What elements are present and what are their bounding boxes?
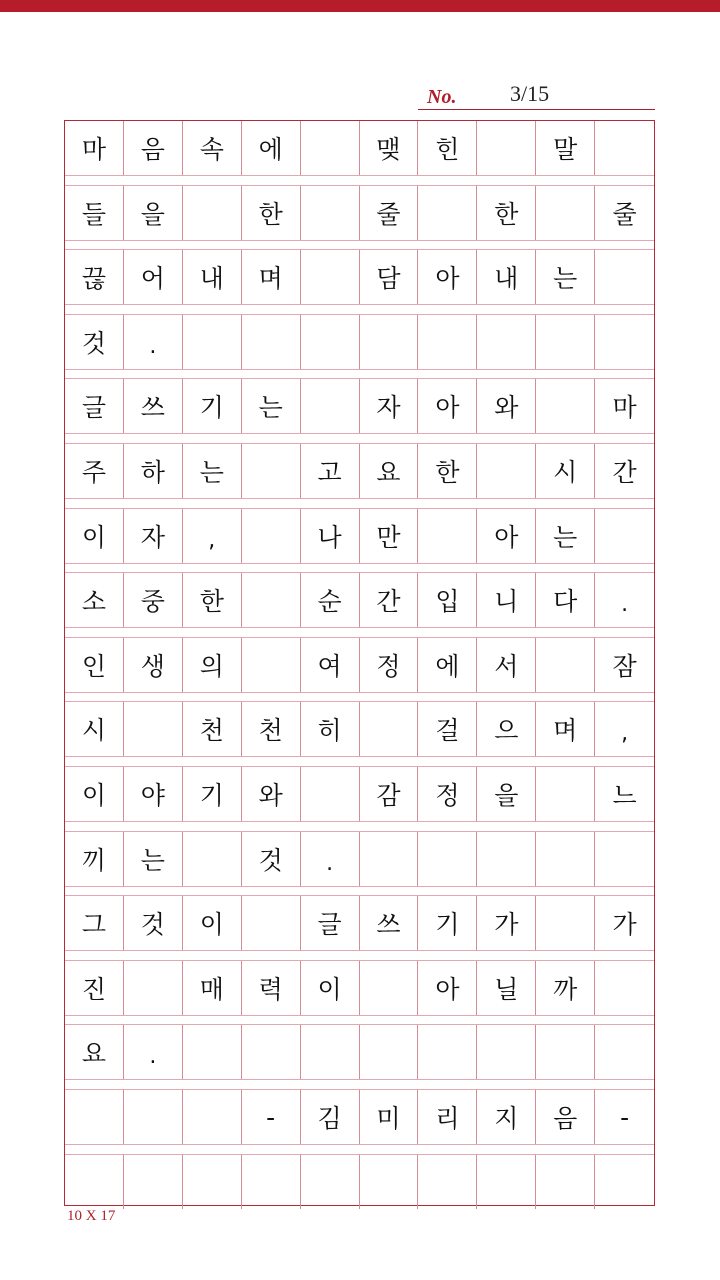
- grid-cell[interactable]: [536, 186, 595, 240]
- grid-cell[interactable]: 주: [65, 444, 124, 498]
- row-gap-strip: [65, 1144, 654, 1155]
- top-accent-bar: [0, 0, 720, 12]
- grid-cell[interactable]: 마: [65, 121, 124, 175]
- grid-cell[interactable]: 가: [612, 910, 637, 940]
- grid-cell[interactable]: 서: [477, 638, 536, 692]
- grid-cell[interactable]: 천: [183, 702, 242, 756]
- grid-cell[interactable]: 것: [242, 832, 301, 886]
- row-gap-strip: [65, 692, 654, 703]
- grid-cell[interactable]: 아: [418, 961, 477, 1015]
- grid-cell[interactable]: 아: [477, 509, 536, 563]
- grid-cell[interactable]: 닐: [477, 961, 536, 1015]
- grid-cell[interactable]: 정: [418, 767, 477, 821]
- grid-cell[interactable]: [183, 186, 242, 240]
- grid-cell[interactable]: 는: [124, 832, 183, 886]
- row-gap-strip: [65, 627, 654, 638]
- grid-cell[interactable]: 을: [477, 767, 536, 821]
- grid-cell[interactable]: 기: [418, 896, 477, 950]
- grid-cell[interactable]: [360, 1025, 419, 1079]
- grid-cell[interactable]: 김: [301, 1090, 360, 1144]
- grid-cell[interactable]: [183, 832, 242, 886]
- grid-cell[interactable]: [418, 315, 477, 369]
- row-gap-strip: [65, 240, 654, 251]
- grid-cell[interactable]: 와: [477, 379, 536, 433]
- grid-cell[interactable]: [477, 1025, 536, 1079]
- grid-cell[interactable]: [536, 315, 595, 369]
- grid-cell[interactable]: 담: [360, 250, 419, 304]
- grid-cell[interactable]: [477, 1155, 536, 1209]
- grid-cell[interactable]: 며: [242, 250, 301, 304]
- row-gap-strip: [65, 1079, 654, 1090]
- grid-row: [65, 1090, 654, 1144]
- row-gap-strip: [65, 886, 654, 897]
- grid-cell[interactable]: 내: [183, 250, 242, 304]
- grid-row: [65, 379, 654, 433]
- grid-cell[interactable]: -: [620, 1102, 630, 1132]
- grid-cell[interactable]: [418, 186, 477, 240]
- grid-cell[interactable]: [360, 961, 419, 1015]
- grid-cell[interactable]: [124, 1155, 183, 1209]
- grid-cell[interactable]: [536, 767, 595, 821]
- grid-cell[interactable]: 미: [360, 1090, 419, 1144]
- grid-cell[interactable]: [360, 315, 419, 369]
- grid-cell[interactable]: [183, 1025, 242, 1079]
- grid-cell[interactable]: 야: [124, 767, 183, 821]
- grid-cell[interactable]: 느: [612, 781, 637, 810]
- grid-cell[interactable]: [595, 250, 654, 304]
- grid-cell[interactable]: .: [621, 592, 629, 618]
- grid-cell[interactable]: [65, 1155, 124, 1209]
- grid-row: [65, 702, 654, 756]
- grid-cell[interactable]: [536, 832, 595, 886]
- grid-cell[interactable]: [418, 1025, 477, 1079]
- grid-cell[interactable]: [301, 1025, 360, 1079]
- grid-row: [65, 315, 654, 369]
- grid-cell[interactable]: [124, 961, 183, 1015]
- grid-cell[interactable]: [418, 1155, 477, 1209]
- grid-cell[interactable]: 에: [418, 638, 477, 692]
- row-gap-strip: [65, 433, 654, 444]
- grid-cell[interactable]: 자: [124, 509, 183, 563]
- grid-cell[interactable]: 하: [124, 444, 183, 498]
- grid-cell[interactable]: 기: [183, 767, 242, 821]
- grid-cell[interactable]: 아: [418, 379, 477, 433]
- grid-cell[interactable]: [477, 315, 536, 369]
- grid-row: [65, 121, 654, 175]
- grid-cell[interactable]: 것: [124, 896, 183, 950]
- grid-cell[interactable]: 만: [360, 509, 419, 563]
- grid-cell[interactable]: -: [242, 1090, 301, 1144]
- grid-cell[interactable]: 한: [183, 573, 242, 627]
- grid-cell[interactable]: 요: [65, 1025, 124, 1079]
- grid-cell[interactable]: 생: [124, 638, 183, 692]
- grid-cell[interactable]: 진: [65, 961, 124, 1015]
- grid-cell[interactable]: 여: [301, 638, 360, 692]
- grid-cell[interactable]: .: [301, 832, 360, 886]
- grid-cell[interactable]: 가: [477, 896, 536, 950]
- grid-cell[interactable]: 이: [183, 896, 242, 950]
- grid-cell[interactable]: [595, 121, 654, 175]
- grid-cell[interactable]: 힌: [418, 121, 477, 175]
- grid-cell[interactable]: [301, 315, 360, 369]
- grid-cell[interactable]: [595, 1155, 654, 1209]
- grid-cell[interactable]: [242, 444, 301, 498]
- grid-cell[interactable]: 지: [477, 1090, 536, 1144]
- grid-cell[interactable]: [536, 379, 595, 433]
- grid-cell[interactable]: 히: [301, 702, 360, 756]
- grid-cell[interactable]: [183, 315, 242, 369]
- grid-cell[interactable]: 천: [242, 702, 301, 756]
- grid-cell[interactable]: [595, 832, 654, 886]
- grid-cell[interactable]: [595, 961, 654, 1015]
- grid-row: [65, 509, 654, 563]
- grid-cell[interactable]: 이: [65, 509, 124, 563]
- grid-cell[interactable]: 속: [183, 121, 242, 175]
- grid-cell[interactable]: 나: [301, 509, 360, 563]
- grid-cell[interactable]: 한: [242, 186, 301, 240]
- grid-cell[interactable]: 줄: [360, 186, 419, 240]
- grid-cell[interactable]: [242, 1155, 301, 1209]
- grid-cell[interactable]: [536, 1025, 595, 1079]
- row-gap-strip: [65, 950, 654, 961]
- grid-cell[interactable]: 줄: [612, 199, 637, 229]
- grid-cell[interactable]: 중: [124, 573, 183, 627]
- grid-row: [65, 444, 654, 498]
- grid-cell[interactable]: 아: [418, 250, 477, 304]
- grid-cell[interactable]: [477, 832, 536, 886]
- grid-cell[interactable]: 글: [65, 379, 124, 433]
- grid-cell[interactable]: 감: [360, 767, 419, 821]
- grid-size-label: 10 X 17: [67, 1208, 116, 1224]
- grid-cell[interactable]: 들: [65, 186, 124, 240]
- grid-cell[interactable]: [418, 832, 477, 886]
- grid-row: [65, 1155, 654, 1209]
- grid-cell[interactable]: ,: [183, 509, 242, 563]
- grid-cell[interactable]: [477, 444, 536, 498]
- grid-cell[interactable]: 간: [360, 573, 419, 627]
- grid-row: [65, 573, 654, 627]
- row-gap-strip: [65, 1015, 654, 1026]
- grid-cell[interactable]: 잠: [612, 651, 637, 681]
- grid-cell[interactable]: 걸: [418, 702, 477, 756]
- grid-cell[interactable]: [301, 250, 360, 304]
- row-gap-strip: [65, 304, 654, 315]
- grid-cell[interactable]: [301, 379, 360, 433]
- grid-cell[interactable]: [183, 1155, 242, 1209]
- grid-cell[interactable]: 며: [536, 702, 595, 756]
- row-gap-strip: [65, 563, 654, 574]
- grid-cell[interactable]: ,: [621, 721, 629, 747]
- grid-cell[interactable]: 정: [360, 638, 419, 692]
- grid-cell[interactable]: 음: [124, 121, 183, 175]
- grid-cell[interactable]: [595, 315, 654, 369]
- grid-row: [65, 832, 654, 886]
- grid-cell[interactable]: 그: [65, 896, 124, 950]
- grid-cell[interactable]: 쓰: [124, 379, 183, 433]
- grid-cell[interactable]: 간: [612, 458, 637, 487]
- grid-cell[interactable]: 어: [124, 250, 183, 304]
- grid-cell[interactable]: 맺: [360, 121, 419, 175]
- grid-cell[interactable]: [242, 638, 301, 692]
- grid-cell[interactable]: 내: [477, 250, 536, 304]
- grid-cell[interactable]: 쓰: [360, 896, 419, 950]
- row-gap-strip: [65, 821, 654, 832]
- grid-cell[interactable]: [242, 896, 301, 950]
- grid-cell[interactable]: [418, 509, 477, 563]
- grid-cell[interactable]: [301, 767, 360, 821]
- grid-cell[interactable]: [595, 1025, 654, 1079]
- grid-cell[interactable]: [65, 1090, 124, 1144]
- grid-cell[interactable]: [301, 1155, 360, 1209]
- grid-cell[interactable]: 마: [612, 393, 637, 423]
- grid-cell[interactable]: 는: [536, 509, 595, 563]
- grid-cell[interactable]: 한: [418, 444, 477, 498]
- grid-cell[interactable]: 시: [536, 444, 595, 498]
- grid-cell[interactable]: [124, 702, 183, 756]
- grid-cell[interactable]: [536, 1155, 595, 1209]
- grid-cell[interactable]: [360, 1155, 419, 1209]
- grid-cell[interactable]: 음: [536, 1090, 595, 1144]
- grid-cell[interactable]: 니: [477, 573, 536, 627]
- grid-cell[interactable]: .: [124, 315, 183, 369]
- page-number-header: [418, 76, 655, 110]
- grid-row: [65, 1025, 654, 1079]
- page-indicator: 3/15: [510, 81, 550, 106]
- grid-cell[interactable]: 인: [65, 638, 124, 692]
- manuscript-grid: [64, 120, 655, 1206]
- grid-cell[interactable]: 리: [418, 1090, 477, 1144]
- grid-row: [65, 250, 654, 304]
- grid-cell[interactable]: 한: [477, 186, 536, 240]
- grid-cell[interactable]: 것: [65, 315, 124, 369]
- grid-cell[interactable]: [536, 638, 595, 692]
- grid-cell[interactable]: [242, 1025, 301, 1079]
- grid-cell[interactable]: 는: [183, 444, 242, 498]
- grid-cell[interactable]: 글: [301, 896, 360, 950]
- grid-cell[interactable]: 의: [183, 638, 242, 692]
- grid-cell[interactable]: 끊: [65, 250, 124, 304]
- grid-cell[interactable]: 요: [360, 444, 419, 498]
- grid-cell[interactable]: 순: [301, 573, 360, 627]
- grid-cell[interactable]: [360, 832, 419, 886]
- row-gap-strip: [65, 756, 654, 767]
- row-gap-strip: [65, 369, 654, 380]
- row-gap-strip: [65, 498, 654, 509]
- grid-row: [65, 767, 654, 821]
- grid-cell[interactable]: 력: [242, 961, 301, 1015]
- grid-cell[interactable]: 와: [242, 767, 301, 821]
- grid-cell[interactable]: 이: [65, 767, 124, 821]
- grid-cell[interactable]: 는: [536, 250, 595, 304]
- grid-cell[interactable]: 을: [124, 186, 183, 240]
- grid-row: [65, 961, 654, 1015]
- grid-cell[interactable]: .: [124, 1025, 183, 1079]
- grid-row: [65, 186, 654, 240]
- grid-cell[interactable]: 까: [536, 961, 595, 1015]
- grid-cell[interactable]: 으: [477, 702, 536, 756]
- grid-cell[interactable]: 고: [301, 444, 360, 498]
- grid-cell[interactable]: [242, 315, 301, 369]
- grid-row: [65, 896, 654, 950]
- grid-cell[interactable]: 이: [301, 961, 360, 1015]
- grid-cell[interactable]: [477, 121, 536, 175]
- grid-cell[interactable]: [595, 509, 654, 563]
- grid-cell[interactable]: 다: [536, 573, 595, 627]
- grid-cell[interactable]: [360, 702, 419, 756]
- grid-cell[interactable]: 기: [183, 379, 242, 433]
- grid-cell[interactable]: [536, 896, 595, 950]
- grid-cell[interactable]: [183, 1090, 242, 1144]
- grid-cell[interactable]: 소: [65, 573, 124, 627]
- grid-cell[interactable]: 끼: [65, 832, 124, 886]
- grid-cell[interactable]: [301, 186, 360, 240]
- grid-cell[interactable]: [301, 121, 360, 175]
- grid-cell[interactable]: [124, 1090, 183, 1144]
- grid-cell[interactable]: 에: [242, 121, 301, 175]
- grid-cell[interactable]: 말: [536, 121, 595, 175]
- grid-cell[interactable]: 자: [360, 379, 419, 433]
- row-gap-strip: [65, 175, 654, 186]
- grid-cell[interactable]: 시: [65, 702, 124, 756]
- no-label: No.: [427, 86, 457, 108]
- grid-row: [65, 638, 654, 692]
- grid-cell[interactable]: [242, 573, 301, 627]
- grid-cell[interactable]: 매: [183, 961, 242, 1015]
- grid-cell[interactable]: 입: [418, 573, 477, 627]
- grid-cell[interactable]: 는: [242, 379, 301, 433]
- grid-cell[interactable]: [242, 509, 301, 563]
